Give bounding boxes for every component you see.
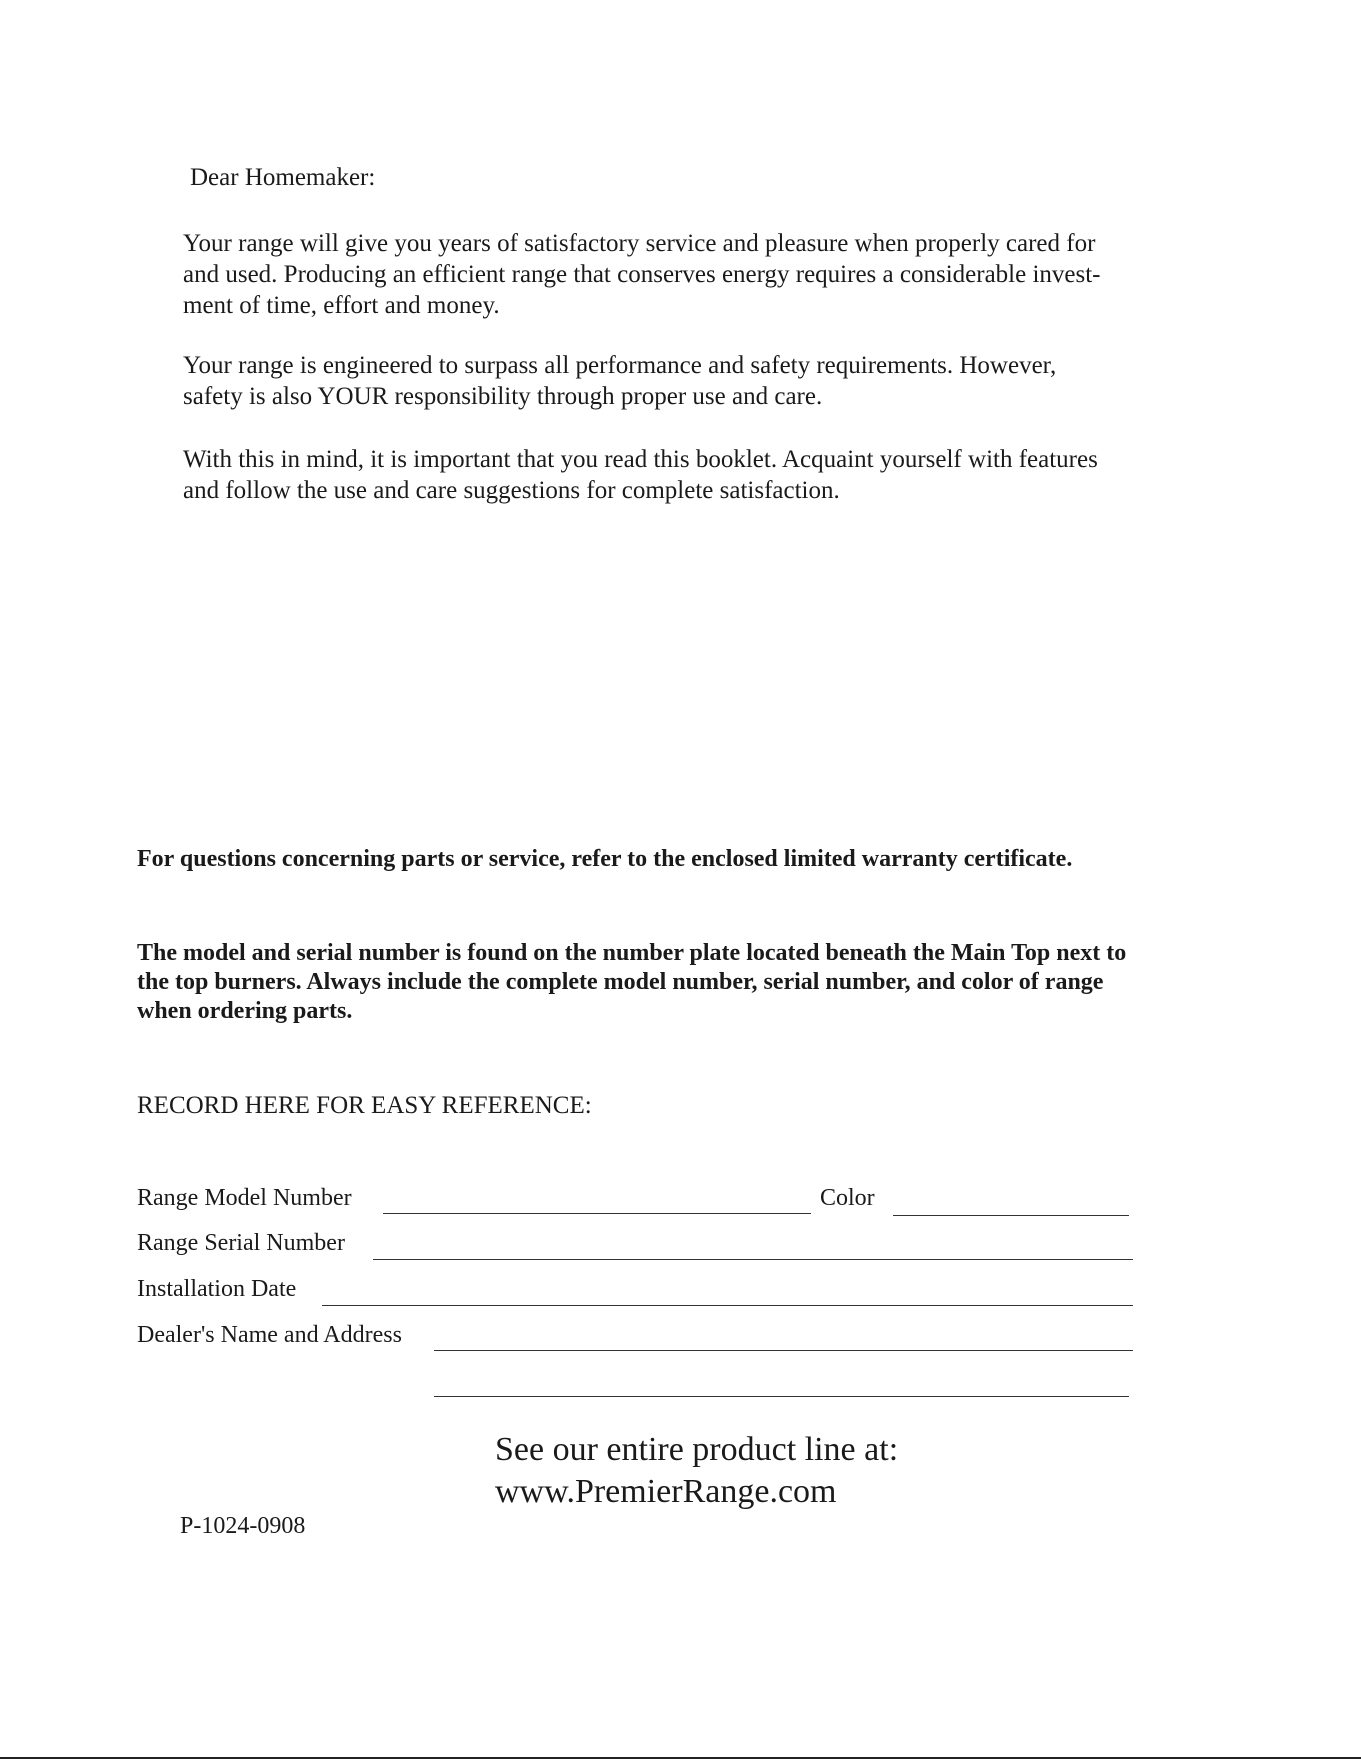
notice-line: the top burners. Always include the complete model number, serial number, and color of range [137, 969, 1104, 995]
paragraph-line: and follow the use and care suggestions for complete satisfaction. [183, 477, 840, 504]
notice-line: when ordering parts. [137, 998, 353, 1024]
dealer-label: Dealer's Name and Address [137, 1322, 402, 1348]
paragraph-line: safety is also YOUR responsibility through proper use and care. [183, 383, 823, 410]
document-code: P-1024-0908 [180, 1513, 306, 1539]
color-label: Color [820, 1185, 875, 1211]
installation-date-field[interactable] [322, 1305, 1133, 1306]
intro-paragraph-3 [183, 444, 1163, 506]
dealer-field-line-2[interactable] [434, 1396, 1129, 1397]
product-line-text: See our entire product line at: [495, 1431, 899, 1468]
bottom-divider [0, 1757, 1361, 1759]
paragraph-line: ment of time, effort and money. [183, 292, 500, 319]
model-number-label: Range Model Number [137, 1185, 352, 1211]
record-heading: RECORD HERE FOR EASY REFERENCE: [137, 1092, 592, 1119]
installation-date-label: Installation Date [137, 1276, 297, 1302]
notice-line: The model and serial number is found on the number plate located beneath the Main Top next to [137, 940, 1127, 966]
paragraph-line: Your range is engineered to surpass all performance and safety requirements. However, [183, 352, 1057, 379]
dealer-field-line-1[interactable] [434, 1350, 1133, 1351]
serial-number-label: Range Serial Number [137, 1230, 345, 1256]
serial-number-field[interactable] [373, 1259, 1133, 1260]
color-field[interactable] [893, 1215, 1129, 1216]
intro-paragraph-1 [183, 228, 1163, 321]
website-url: www.PremierRange.com [495, 1473, 837, 1510]
model-number-field[interactable] [383, 1213, 811, 1214]
paragraph-line: With this in mind, it is important that you read this booklet. Acquaint yourself with features [183, 446, 1098, 473]
intro-paragraph-2 [183, 350, 1163, 412]
paragraph-line: Your range will give you years of satisfactory service and pleasure when properly cared for [183, 230, 1096, 257]
salutation: Dear Homemaker: [190, 164, 376, 191]
model-serial-notice [137, 939, 1126, 1026]
warranty-notice: For questions concerning parts or service, refer to the enclosed limited warranty certificate. [137, 846, 1073, 872]
paragraph-line: and used. Producing an efficient range that conserves energy requires a considerable invest- [183, 261, 1101, 288]
